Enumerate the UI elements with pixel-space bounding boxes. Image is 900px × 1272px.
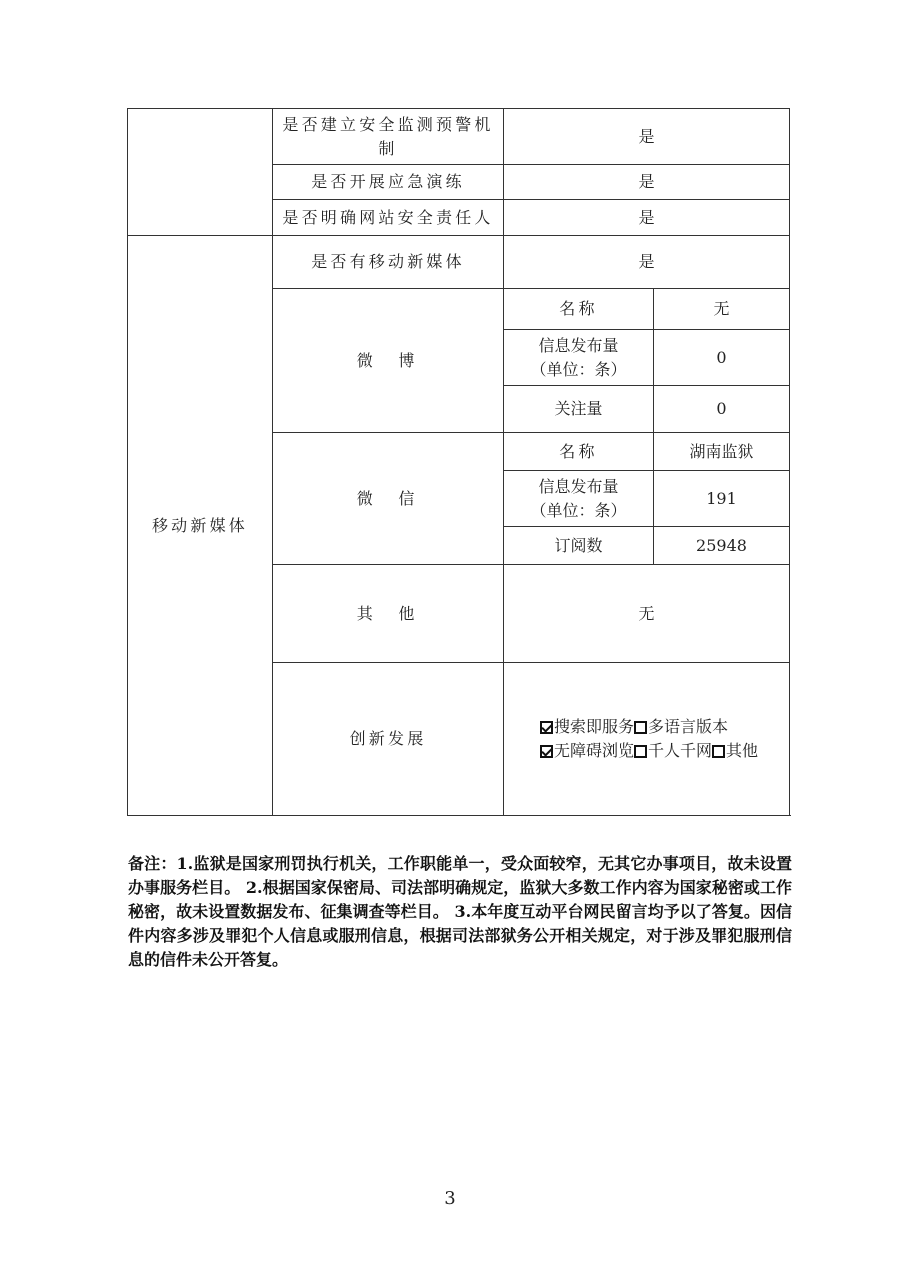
option-other[interactable]	[712, 741, 758, 760]
weibo-posts-label-line2: （单位：条）	[530, 359, 627, 379]
wechat-name-value: 湖南监狱	[654, 433, 790, 471]
option-multilingual-label: 多语言版本	[648, 717, 729, 736]
checkbox-personalized[interactable]	[634, 745, 647, 758]
option-accessibility[interactable]	[540, 741, 634, 760]
has-mobile-media-value: 是	[504, 236, 790, 289]
innovation-category: 创新发展	[273, 663, 504, 816]
report-table	[127, 108, 790, 816]
weibo-posts-label	[504, 330, 654, 386]
drill-label: 是否开展应急演练	[273, 165, 504, 200]
monitoring-label: 是否建立安全监测预警机制	[273, 109, 504, 165]
monitoring-value: 是	[504, 109, 790, 165]
checkbox-search-service[interactable]	[540, 721, 553, 734]
checkbox-multilingual[interactable]	[634, 721, 647, 734]
mobile-media-category: 移动新媒体	[128, 236, 273, 816]
responsible-person-label: 是否明确网站安全责任人	[273, 200, 504, 236]
option-personalized-label: 千人千网	[648, 741, 713, 760]
checkbox-accessibility[interactable]	[540, 745, 553, 758]
wechat-subs-value: 25948	[654, 527, 790, 565]
weibo-posts-value: 0	[654, 330, 790, 386]
footnote: 备注：1.监狱是国家刑罚执行机关，工作职能单一，受众面较窄，无其它办事项目，故未设置办事服务栏目。 2.根据国家保密局、司法部明确规定，监狱大多数工作内容为国家秘密或工作秘密，故未设置数据发布、征集调查等栏目。 3.本年度互动平台网民留言均予以了答复。因信件内容多涉及罪犯个人信息或服刑信息，根据司法部狱务公开相关规定，对于涉及罪犯服刑信息的信件未公开答复。	[128, 854, 792, 969]
wechat-posts-value: 191	[654, 471, 790, 527]
weibo-follow-value: 0	[654, 386, 790, 433]
weibo-label: 微 博	[273, 289, 504, 433]
responsible-person-value: 是	[504, 200, 790, 236]
weibo-name-label: 名称	[504, 289, 654, 330]
wechat-posts-label-line1: 信息发布量	[538, 476, 619, 496]
other-media-label: 其 他	[273, 565, 504, 663]
weibo-name-value: 无	[654, 289, 790, 330]
option-multilingual[interactable]	[634, 717, 728, 736]
wechat-name-label: 名称	[504, 433, 654, 471]
page-number: 3	[444, 1188, 456, 1209]
option-search-service[interactable]	[540, 717, 634, 736]
other-media-value: 无	[504, 565, 790, 663]
weibo-follow-label: 关注量	[504, 386, 654, 433]
wechat-subs-label: 订阅数	[504, 527, 654, 565]
wechat-posts-label-line2: （单位：条）	[530, 500, 627, 520]
option-other-label: 其他	[726, 741, 759, 760]
checkbox-other[interactable]	[712, 745, 725, 758]
wechat-posts-label	[504, 471, 654, 527]
option-personalized[interactable]	[634, 741, 712, 760]
option-accessibility-label: 无障碍浏览	[554, 741, 635, 760]
option-search-service-label: 搜索即服务	[554, 717, 635, 736]
wechat-label: 微 信	[273, 433, 504, 565]
weibo-posts-label-line1: 信息发布量	[538, 335, 619, 355]
has-mobile-media-label: 是否有移动新媒体	[273, 236, 504, 289]
drill-value: 是	[504, 165, 790, 200]
innovation-options	[504, 663, 790, 816]
security-category-cell	[128, 109, 273, 236]
